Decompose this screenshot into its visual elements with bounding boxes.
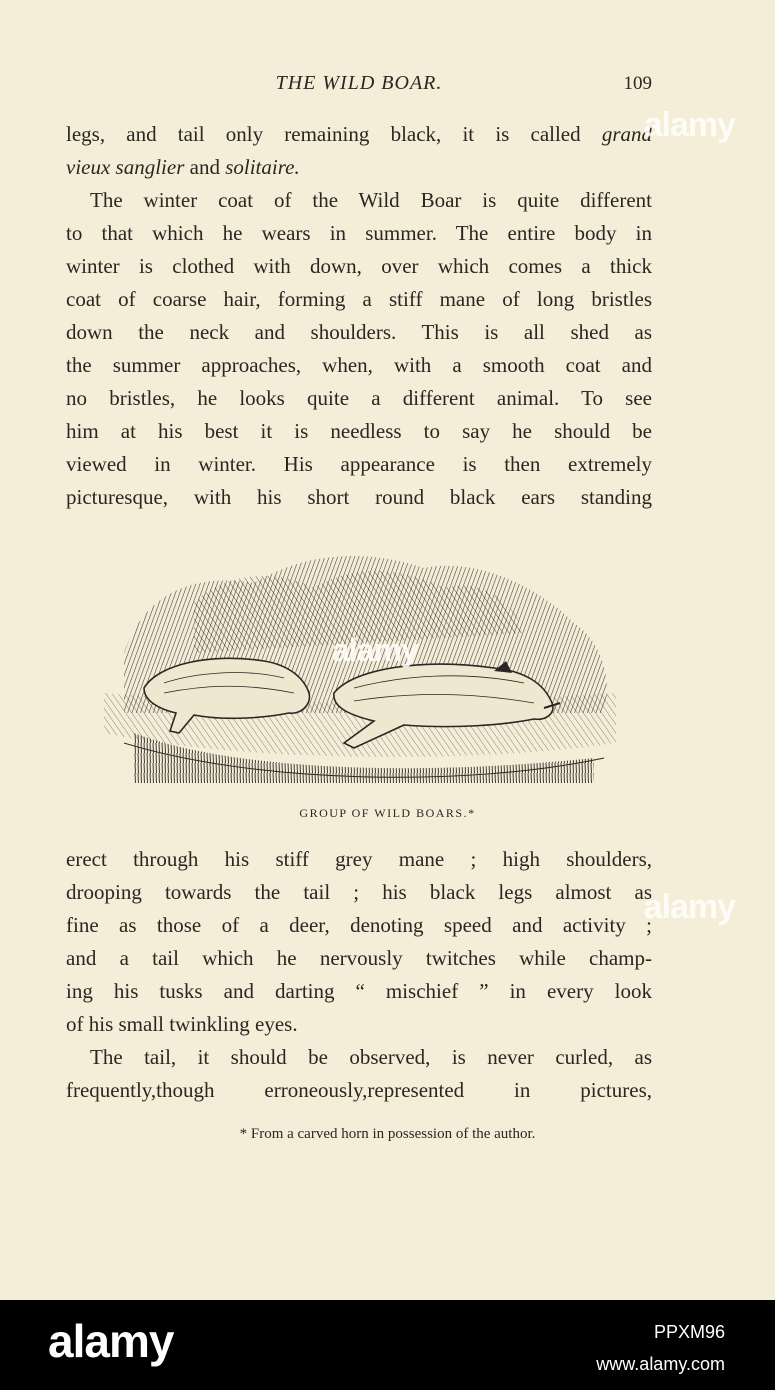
watermark: alamy (332, 632, 418, 668)
text-block-top (66, 118, 652, 514)
text-line: vieux sanglier and solitaire. (66, 155, 300, 179)
watermark: alamy (643, 888, 735, 926)
text-line: and a tail which he nervously twitches while champ- (66, 946, 652, 970)
image-id: PPXM96 (653, 1322, 725, 1342)
text-line: ing his tusks and darting “ mischief ” in every look (66, 979, 652, 1003)
text-line: winter is clothed with down, over which comes a thick (66, 254, 652, 278)
italic-term: vieux sanglier (66, 155, 185, 179)
text-line: picturesque, with his short round black ears standing (66, 485, 652, 509)
text-line: The tail, it should be observed, is never curled, as (90, 1045, 652, 1069)
running-head (66, 72, 652, 102)
text-line: viewed in winter. His appearance is then extremely (66, 452, 652, 476)
text-line: erect through his stiff grey mane ; high shoulders, (66, 847, 652, 871)
text-line: fine as those of a deer, denoting speed and activity ; (66, 913, 652, 937)
chapter-title: THE WILD BOAR. (275, 72, 443, 94)
italic-term: solitaire. (225, 155, 300, 179)
text-line: the summer approaches, when, with a smooth coat and (66, 353, 652, 377)
text-line: The winter coat of the Wild Boar is quite different (90, 188, 652, 212)
text-block-bottom (66, 843, 652, 1107)
text-line: frequently,though erroneously,represented in pictures, (66, 1078, 652, 1102)
italic-term: grand (601, 122, 653, 146)
stock-footer-bar (0, 1300, 775, 1390)
text-line: coat of coarse hair, forming a stiff mane of long bristles (66, 287, 652, 311)
figure-caption: GROUP OF WILD BOARS.* (299, 806, 476, 820)
text-line: drooping towards the tail ; his black legs almost as (66, 880, 652, 904)
text-line: of his small twinkling eyes. (66, 1012, 298, 1036)
watermark: alamy (643, 106, 735, 144)
footnote: * From a carved horn in possession of the author. (239, 1126, 536, 1142)
text-line: to that which he wears in summer. The entire body in (66, 221, 652, 245)
text-line: no bristles, he looks quite a different animal. To see (66, 386, 652, 410)
page-number: 109 (623, 73, 652, 94)
site-url: www.alamy.com (596, 1354, 725, 1374)
text-line: down the neck and shoulders. This is all shed as (66, 320, 652, 344)
text-line: legs, and tail only remaining black, it is called grand (66, 122, 653, 146)
alamy-logo: alamy (48, 1315, 174, 1367)
text-line: him at his best it is needless to say he should be (66, 419, 652, 443)
